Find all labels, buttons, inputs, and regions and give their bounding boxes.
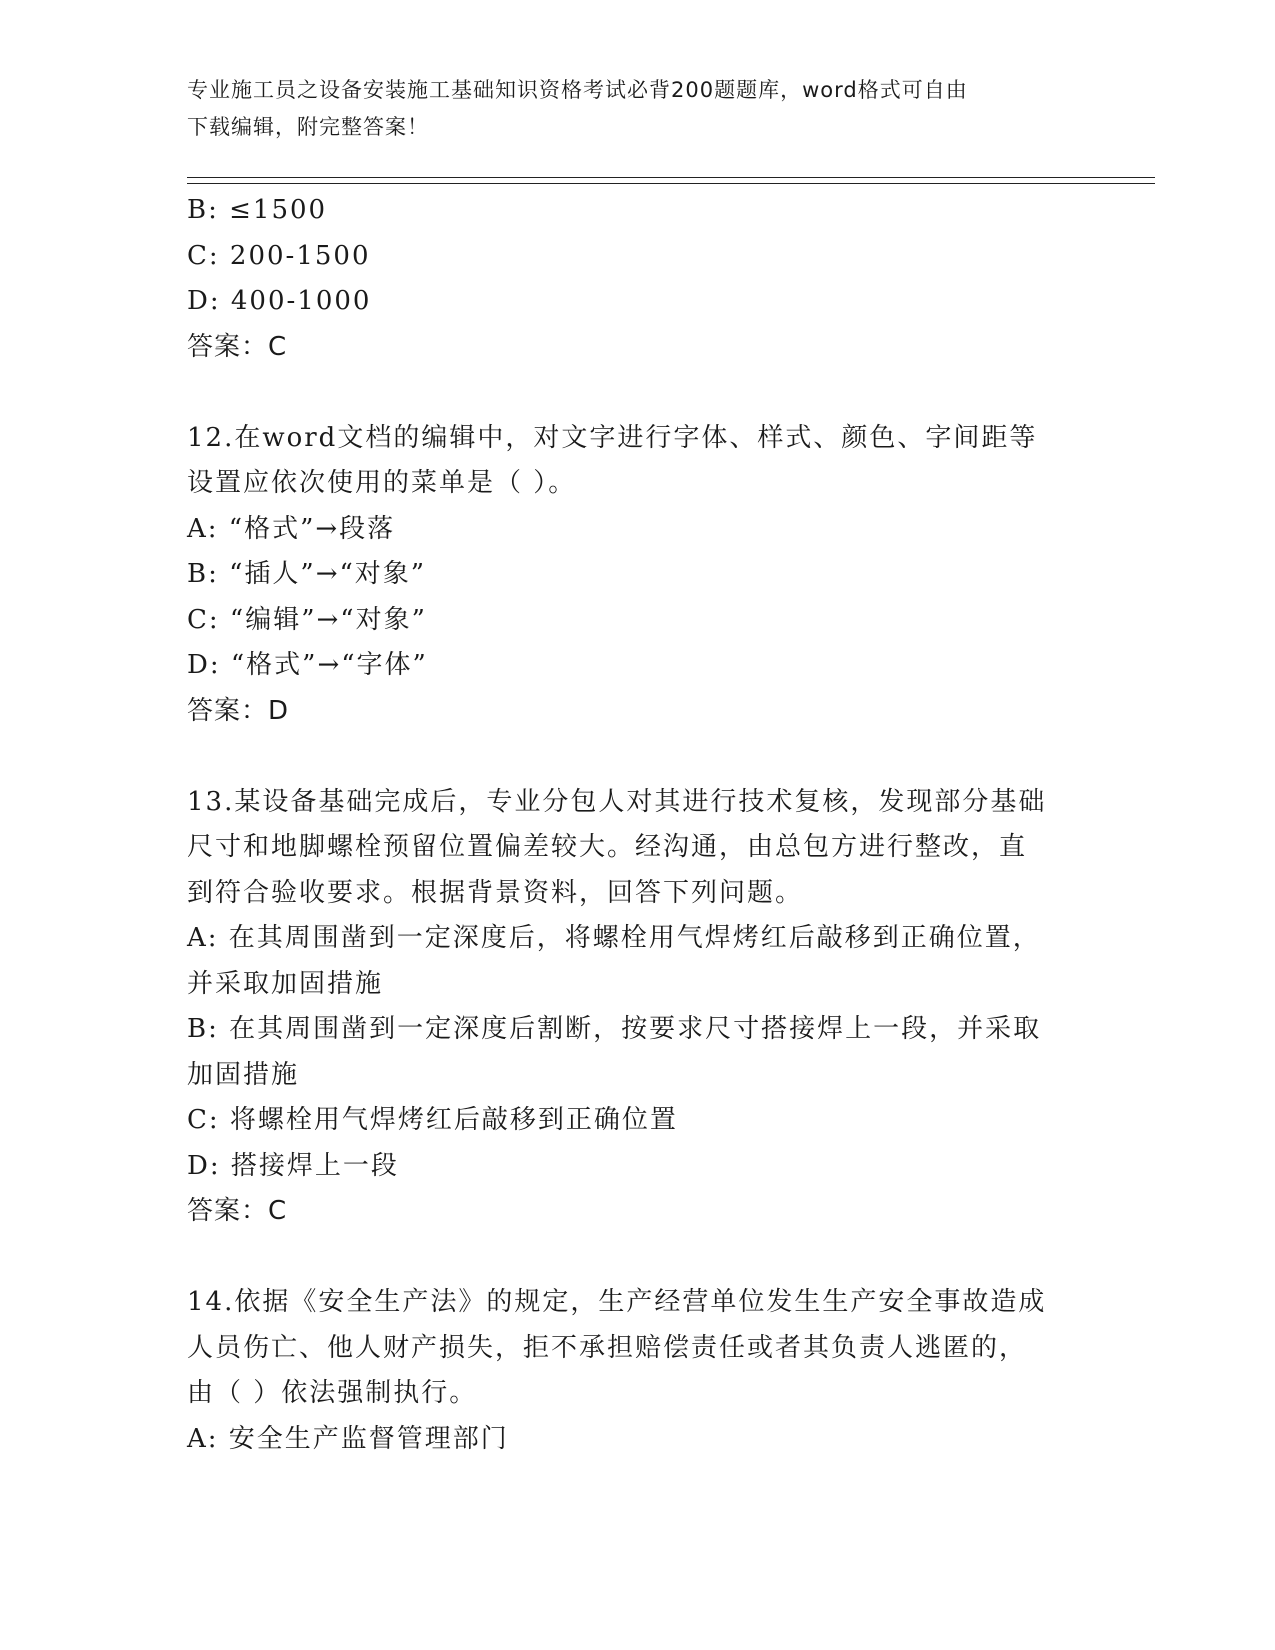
option-a: A: 安全生产监督管理部门: [187, 1423, 509, 1454]
option-b: B: 在其周围凿到一定深度后割断，按要求尺寸搭接焊上一段，并采取: [187, 1014, 1042, 1044]
option-c: C: “编辑”→“对象”: [187, 604, 427, 635]
question-14: [187, 1280, 1087, 1462]
question-text: 13.某设备基础完成后，专业分包人对其进行技术复核，发现部分基础: [187, 786, 1047, 817]
option-a: A: 在其周围凿到一定深度后，将螺栓用气焊烤红后敲移到正确位置，: [187, 923, 1041, 953]
option-a: A: “格式”→段落: [187, 513, 396, 544]
option-d: D: 搭接焊上一段: [187, 1150, 399, 1181]
document-header: [187, 72, 1087, 146]
option-b: B: “插人”→“对象”: [187, 559, 427, 589]
option-d: D: “格式”→“字体”: [187, 650, 428, 680]
question-11-continued: [187, 188, 1087, 370]
answer: 答案：D: [187, 695, 290, 726]
question-text: 人员伤亡、他人财产损失，拒不承担赔偿责任或者其负责人逃匿的，: [187, 1332, 1028, 1363]
question-12: [187, 416, 1087, 735]
question-text: 由（ ）依法强制执行。: [187, 1378, 478, 1408]
option-c: C: 200-1500: [187, 240, 371, 271]
header-line-2: 下载编辑，附完整答案！: [187, 115, 429, 139]
question-list: [187, 188, 1087, 1462]
spacer: [187, 370, 1087, 416]
header-rule-bottom: [187, 183, 1155, 184]
header-line-1: 专业施工员之设备安装施工基础知识资格考试必背200题题库，word格式可自由: [187, 78, 968, 102]
answer: 答案：C: [187, 331, 288, 362]
answer: 答案：C: [187, 1196, 288, 1226]
spacer: [187, 1235, 1087, 1281]
spacer: [187, 734, 1087, 780]
question-text: 12.在word文档的编辑中，对文字进行字体、样式、颜色、字间距等: [187, 422, 1038, 453]
question-13: [187, 780, 1087, 1235]
question-text: 14.依据《安全生产法》的规定，生产经营单位发生生产安全事故造成: [187, 1287, 1047, 1317]
question-text: 到符合验收要求。根据背景资料，回答下列问题。: [187, 877, 804, 908]
option-d: D: 400-1000: [187, 286, 372, 316]
question-text: 尺寸和地脚螺栓预留位置偏差较大。经沟通，由总包方进行整改，直: [187, 832, 1028, 862]
option-b: B: ≤1500: [187, 195, 328, 225]
option-b-cont: 加固措施: [187, 1059, 300, 1090]
option-c: C: 将螺栓用气焊烤红后敲移到正确位置: [187, 1105, 678, 1135]
question-text: 设置应依次使用的菜单是（ ）。: [187, 468, 577, 498]
header-rule-top: [187, 177, 1155, 178]
option-a-cont: 并采取加固措施: [187, 968, 384, 999]
